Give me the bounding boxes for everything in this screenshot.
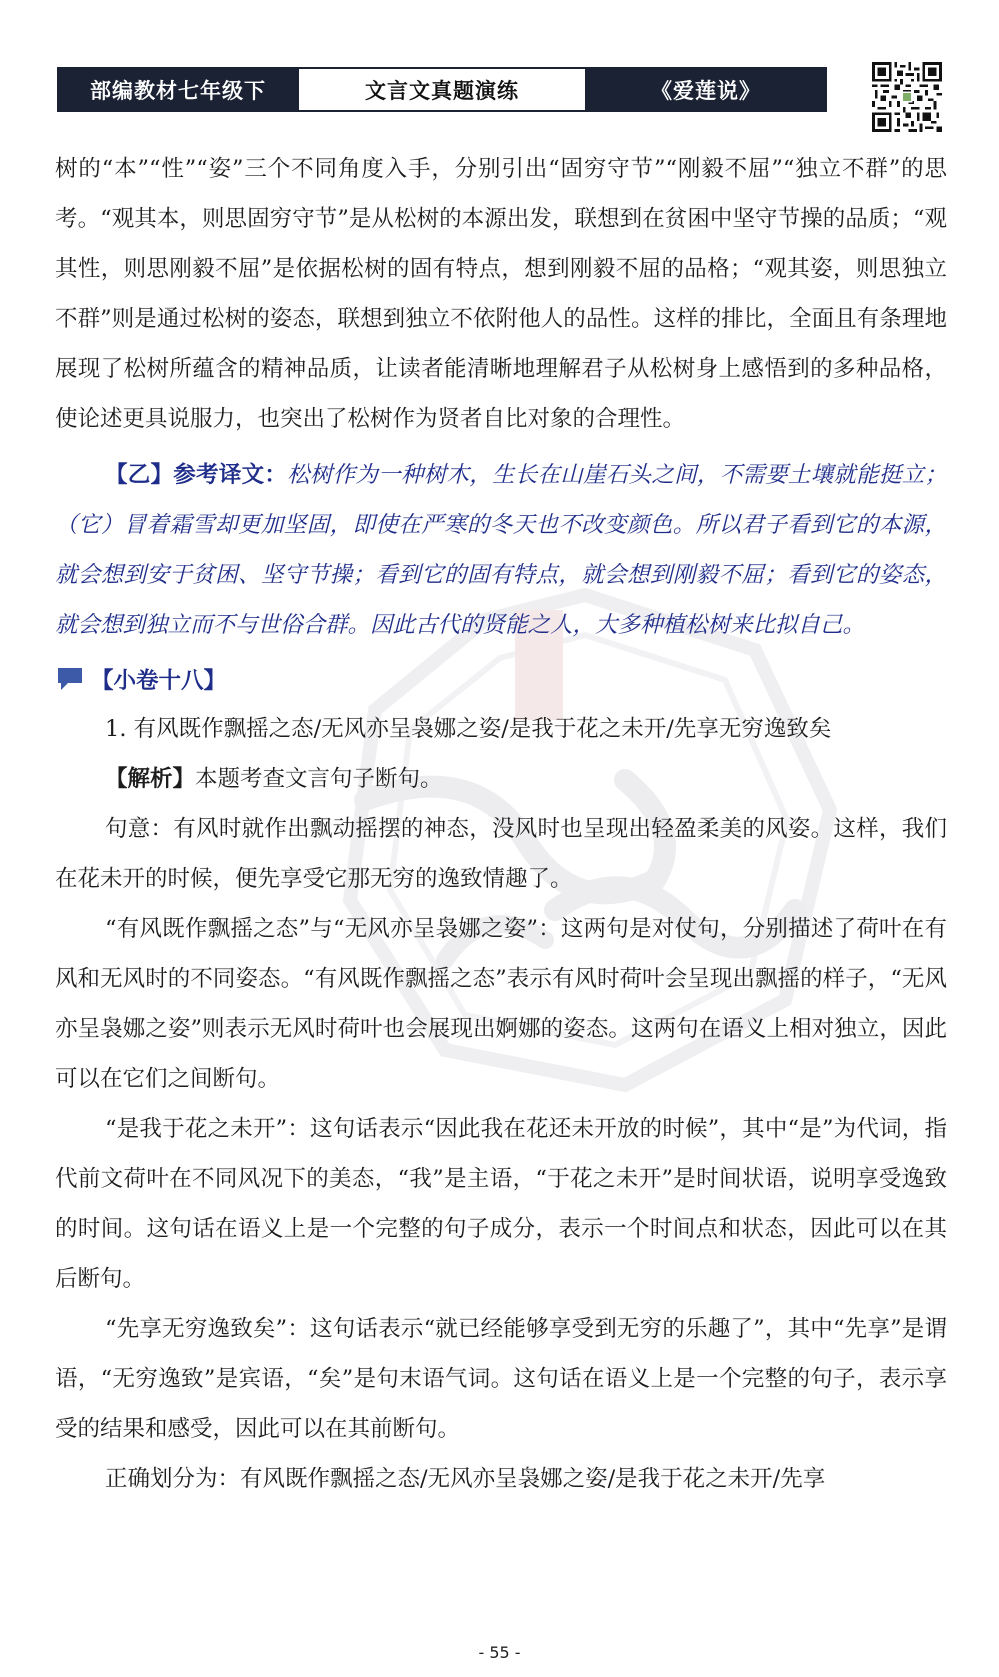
- qr-code-icon[interactable]: [872, 62, 942, 132]
- header-bar: [57, 67, 827, 112]
- answer-line: 1. 有风既作飘摇之态/无风亦呈袅娜之姿/是我于花之未开/先享无穷逸致矣: [105, 716, 832, 742]
- explanation-paragraph: “有风既作飘摇之态”与“无风亦呈袅娜之姿”：这两句是对仗句，分别描述了荷叶在有风和无风时的不同姿态。“有风既作飘摇之态”表示有风时荷叶会呈现出飘摇的样子，“无风亦呈袅娜之姿”则表示无风时荷叶也会展现出婀娜的姿态。这两句在语义上相对独立，因此可以在它们之间断句。: [55, 916, 947, 1092]
- section-heading: [55, 654, 947, 704]
- commentary-paragraph: 树的“本”“性”“姿”三个不同角度入手，分别引出“固穷守节”“刚毅不屈”“独立不群”的思考。“观其本，则思固穷守节”是从松树的本源出发，联想到在贫困中坚守节操的品质；“观其性，则思刚毅不屈”是依据松树的固有特点，想到刚毅不屈的品格；“观其姿，则思独立不群”则是通过松树的姿态，联想到独立不依附他人的品性。这样的排比，全面且有条理地展现了松树所蕴含的精神品质，让读者能清晰地理解君子从松树身上感悟到的多种品格，使论述更具说服力，也突出了松树作为贤者自比对象的合理性。: [55, 156, 947, 432]
- analysis-line: [55, 754, 947, 804]
- meaning-paragraph: 句意：有风时就作出飘动摇摆的神态，没风时也呈现出轻盈柔美的风姿。这样，我们在花未开的时候，便先享受它那无穷的逸致情趣了。: [55, 816, 947, 892]
- header-section-label: 文言文真题演练: [297, 69, 587, 110]
- comment-icon: [55, 666, 85, 692]
- translation-label: 【乙】参考译文：: [105, 462, 288, 488]
- translation-paragraph: [55, 450, 947, 650]
- analysis-text: 本题考查文言句子断句。: [195, 766, 443, 792]
- explanation-paragraph: “是我于花之未开”：这句话表示“因此我在花还未开放的时候”，其中“是”为代词，指代前文荷叶在不同风况下的美态，“我”是主语，“于花之未开”是时间状语，说明享受逸致的时间。这句话在语义上是一个完整的句子成分，表示一个时间点和状态，因此可以在其后断句。: [55, 1116, 947, 1292]
- page-content: [55, 144, 947, 1504]
- conclusion-paragraph: 正确划分为：有风既作飘摇之态/无风亦呈袅娜之姿/是我于花之未开/先享: [105, 1466, 826, 1492]
- page-number: - 55 -: [478, 1643, 521, 1662]
- header-textbook-label: 部编教材七年级下: [59, 69, 297, 110]
- explanation-paragraph: “先享无穷逸致矣”：这句话表示“就已经能够享受到无穷的乐趣了”，其中“先享”是谓语，“无穷逸致”是宾语，“矣”是句末语气词。这句话在语义上是一个完整的句子，表示享受的结果和感受，因此可以在其前断句。: [55, 1316, 947, 1442]
- section-title: 【小卷十八】: [91, 668, 227, 694]
- header-lesson-title: 《爱莲说》: [587, 69, 825, 110]
- analysis-label: 【解析】: [105, 766, 196, 792]
- translation-text: 松树作为一种树木，生长在山崖石头之间，不需要土壤就能挺立；（它）冒着霜雪却更加坚固，即使在严寒的冬天也不改变颜色。所以君子看到它的本源，就会想到安于贫困、坚守节操；看到它的固有特点，就会想到刚毅不屈；看到它的姿态，就会想到独立而不与世俗合群。因此古代的贤能之人，大多种植松树来比拟自己。: [55, 462, 947, 638]
